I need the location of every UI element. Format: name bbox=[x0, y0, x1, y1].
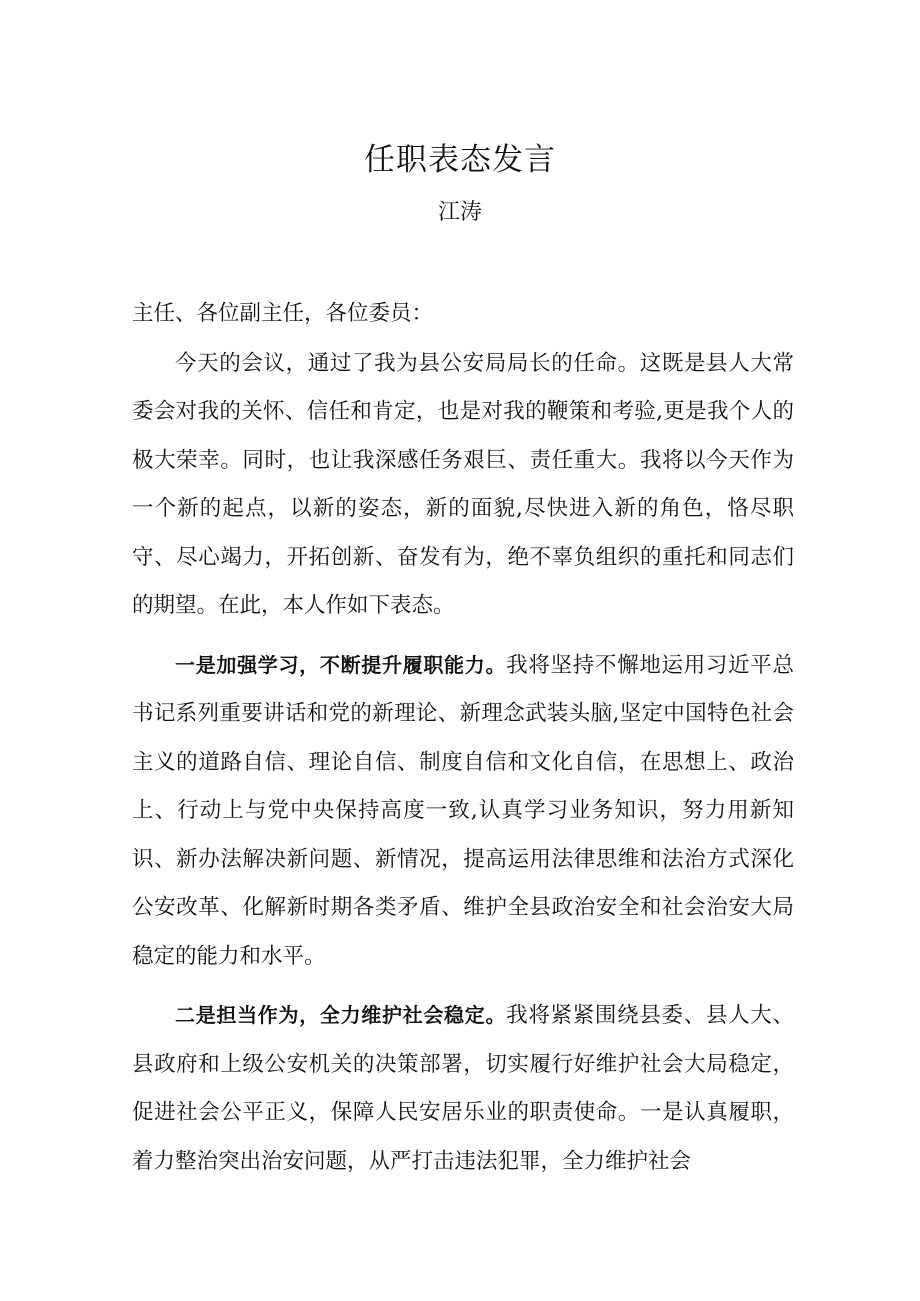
document-title: 任职表态发言 bbox=[364, 142, 556, 178]
paragraph-1-text: 今天的会议，通过了我为县公安局局长的任命。这既是县人大常委会对我的关怀、信任和肯定，也是对我的鞭策和考验,更是我个人的极大荣幸。同时，也让我深感任务艰巨、责任重大。我将以今天作为一个新的起点，以新的姿态，新的面貌,尽快进入新的角色，恪尽职守、尽心竭力，开拓创新、奋发有为，绝不辜负组织的重托和同志们的期望。在此，本人作如下表态。 bbox=[132, 350, 794, 618]
paragraph-2-text: 我将坚持不懈地运用习近平总书记系列重要讲话和党的新理论、新理念武装头脑,坚定中国特色社会主义的道路自信、理论自信、制度自信和文化自信，在思想上、政治上、行动上与党中央保持高度一致,认真学习业务知识，努力用新知识、新办法解决新问题、新情况，提高运用法律思维和法治方式深化公安改革、化解新时期各类矛盾、维护全县政治安全和社会治安大局稳定的能力和水平。 bbox=[132, 652, 794, 969]
paragraph-3-text: 我将紧紧围绕县委、县人大、县政府和上级公安机关的决策部署，切实履行好维护社会大局稳定，促进社会公平正义，保障人民安居乐业的职责使命。一是认真履职，着力整治突出治安问题，从严打击违法犯罪，全力维护社会 bbox=[132, 1003, 794, 1174]
paragraph-3-lead: 二是担当作为，全力维护社会稳定。 bbox=[175, 1003, 507, 1027]
paragraph-1 bbox=[132, 339, 794, 631]
paragraph-3 bbox=[132, 991, 794, 1186]
paragraph-2-lead: 一是加强学习，不断提升履职能力。 bbox=[175, 652, 507, 677]
paragraph-2 bbox=[132, 641, 794, 982]
document-body bbox=[132, 290, 794, 1186]
document-author: 江涛 bbox=[437, 200, 482, 225]
salutation: 主任、各位副主任，各位委员： bbox=[132, 301, 434, 326]
